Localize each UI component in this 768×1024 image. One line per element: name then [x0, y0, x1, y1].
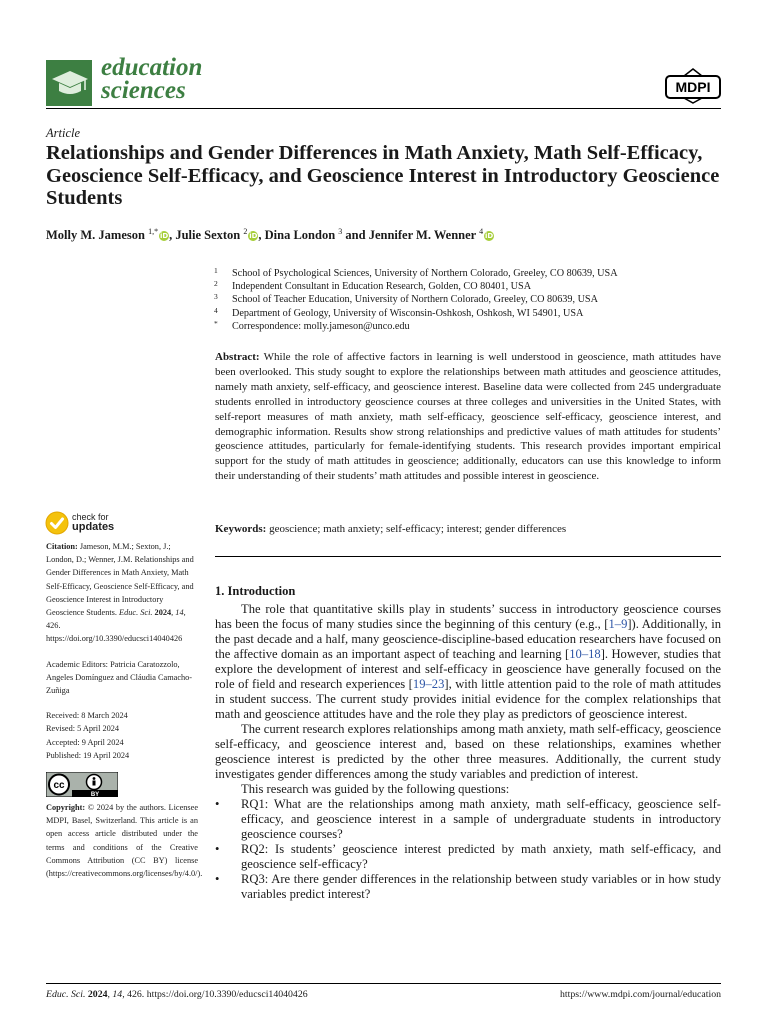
affiliation-mark: 1 — [214, 266, 218, 275]
introduction-body — [215, 602, 721, 902]
section-rule — [215, 556, 721, 557]
paragraph-text: ]. However, studies that explore the development of interest and self-efficacy in geoscience have generally focused on the role of field and research experiences [ — [215, 647, 721, 691]
journal-name-line1: education — [101, 54, 203, 81]
affiliation-text: School of Psychological Sciences, University of Northern Colorado, Greeley, CO 80639, USA — [232, 268, 618, 279]
editors-text: Patricia Caratozzolo, Angeles Domínguez and Cláudia Camacho-Zuñiga — [46, 659, 193, 696]
orcid-icon[interactable]: iD — [485, 232, 494, 241]
svg-text:cc: cc — [53, 780, 65, 792]
affiliation-item — [214, 267, 618, 280]
citation-year: 2024 — [154, 608, 172, 618]
article-info-sidebar — [46, 540, 203, 880]
author-affiliation-mark: 1,* — [148, 227, 159, 236]
journal-name-line2: sciences — [101, 77, 186, 104]
citation-volume: 14 — [175, 608, 184, 618]
abstract-text: While the role of affective factors in learning is well understood in geoscience, math attitudes have been overlooked. This study sought to explore the relationships between math attitudes and geoscience attitudes, namely math anxiety, self-efficacy, and geoscience interest. Baseline data were collected from 245 undergraduate students enrolled in introductory geoscience courses at three colleges and universities in the United States, with self-report measures of math anxiety, math self-efficacy, geoscience self-efficacy, geoscience interest, and demographic information. Results show strong relationships and predictive values of math attitudes for students’ geoscience attitudes, particularly for female-identifying students. This research provides important empirical support for the study of math attitudes in geoscience; additionally, educators can use this knowledge to inform their understanding of their students’ math attitudes and possible interest in geoscience. — [215, 351, 721, 483]
author-affiliation-mark: 4 — [479, 227, 484, 236]
abstract — [215, 350, 721, 484]
affiliation-mark: 4 — [214, 305, 218, 315]
paragraph-text: The role that quantitative skills play in students’ success in introductory geoscience courses has been the focus of many studies since the beginning of this century (e.g., [ — [215, 602, 721, 631]
date-received: Received: 8 March 2024 — [46, 711, 128, 721]
citation-text: Jameson, M.M.; Sexton, J.; London, D.; Wenner, J.M. Relationships and Gender Differences in Math Anxiety, Math Self-Efficacy, Geoscience Self-Efficacy, and Geoscience Interest in Introductory Geoscience Students. — [46, 542, 194, 618]
check-updates-icon — [45, 511, 69, 535]
graduation-cap-logo-icon — [46, 60, 92, 106]
header-rule — [46, 108, 721, 109]
research-question-item: • RQ2: Is students’ geoscience interest predicted by math anxiety, math self-efficacy, and geoscience self-efficacy? — [215, 842, 721, 872]
check-updates-label — [72, 512, 114, 532]
abstract-label: Abstract: — [215, 351, 260, 363]
author-name: Dina London — [264, 228, 336, 243]
keywords-label: Keywords: — [215, 523, 267, 535]
affiliations-list — [214, 267, 618, 333]
research-question-item: • RQ3: Are there gender differences in the relationship between study variables or in how study variables predict interest? — [215, 872, 721, 902]
citation-link[interactable]: 1–9 — [608, 617, 628, 631]
section-heading-introduction: 1. Introduction — [215, 584, 296, 598]
editors-label: Academic Editors: — [46, 659, 108, 669]
copyright-notice — [46, 801, 203, 880]
affiliation-item — [214, 293, 618, 306]
footer-volume: 14 — [112, 989, 123, 1000]
affiliation-item — [214, 320, 618, 333]
citation-block: Citation: Jameson, M.M.; Sexton, J.; London, D.; Wenner, J.M. Relationships and Gender Differences in Math Anxiety, Math Self-Efficacy, Geoscience Self-Efficacy, and Geoscience Interest in Introductory Geoscience Students. Educ. Sci. 2024, 14, 426. https://doi.org/10.3390/educsci14040426 — [46, 542, 194, 644]
orcid-icon[interactable]: iD — [159, 232, 169, 241]
affiliation-item — [214, 307, 618, 320]
author-separator: and — [342, 228, 369, 243]
affiliation-text: School of Teacher Education, University of Northern Colorado, Greeley, CO 80639, USA — [232, 294, 598, 306]
copyright-text: © 2024 by the authors. Licensee MDPI, Basel, Switzerland. This article is an open access article distributed under the terms and conditions of the Creative Commons Attribution (CC BY) license (https://creativecommons.org/licenses/by/4.0/). — [46, 803, 203, 879]
author-name: Jennifer M. Wenner — [368, 228, 476, 243]
copyright-label: Copyright: — [46, 803, 86, 813]
journal-name — [101, 56, 202, 102]
intro-paragraph-3: This research was guided by the following questions: — [241, 782, 510, 796]
orcid-icon[interactable]: iD — [249, 232, 258, 241]
footer-rule — [46, 983, 721, 984]
article-title: Relationships and Gender Differences in Math Anxiety, Math Self-Efficacy, Geoscience Self-Efficacy, and Geoscience Interest in Introductory Geoscience Students — [46, 142, 720, 209]
footer-journal: Educ. Sci. — [46, 989, 86, 1000]
footer-year: 2024 — [87, 989, 108, 1000]
paragraph-text: ], with little attention paid to the role of math attitudes in student success. The current study provides initial evidence for the complex relationships that math and geoscience attitudes have and the role they play as predictors of geoscience interest. — [215, 677, 722, 721]
research-question-item: • RQ1: What are the relationships among math anxiety, math self-efficacy, geoscience self-efficacy, and geoscience interest in a sample of undergraduate students in introductory geoscience courses? — [215, 797, 721, 842]
research-questions-list — [215, 797, 721, 902]
footer-citation: Educ. Sci. 2024, 14, 426. https://doi.org/10.3390/educsci14040426 — [46, 989, 308, 1000]
check-updates-line2: updates — [72, 521, 115, 533]
author-affiliation-mark: 3 — [338, 227, 343, 236]
keywords-text: geoscience; math anxiety; self-efficacy; interest; gender differences — [269, 523, 567, 535]
paragraph-text: ]). Additionally, in the past decade and a half, many geoscience-discipline-based education researchers have focused on the affective domain as an important aspect of teaching and learning [ — [215, 617, 721, 661]
affiliation-mark: * — [214, 318, 218, 328]
check-for-updates-badge[interactable] — [45, 510, 145, 538]
citation-label: Citation: — [46, 542, 78, 551]
intro-paragraph-1 — [215, 602, 721, 722]
author-separator: , — [258, 228, 265, 243]
affiliation-mark: 3 — [214, 292, 218, 302]
date-revised: Revised: 5 April 2024 — [46, 724, 120, 734]
check-updates-line1: check for — [72, 512, 109, 522]
affiliation-text: Department of Geology, University of Wisconsin-Oshkosh, Oshkosh, WI 54901, USA — [232, 307, 584, 319]
citation-link[interactable]: 10–18 — [569, 647, 601, 661]
keywords — [215, 523, 721, 535]
author-list — [46, 227, 494, 243]
author-separator: , — [169, 228, 176, 243]
mdpi-logo-icon — [664, 68, 722, 104]
citation-journal: Educ. Sci. — [119, 608, 153, 618]
footer-doi: , 426. https://doi.org/10.3390/educsci14040426 — [122, 989, 308, 1000]
affiliation-text: Correspondence: molly.jameson@unco.edu — [232, 320, 410, 332]
date-accepted: Accepted: 9 April 2024 — [46, 737, 124, 747]
affiliation-mark: 2 — [214, 279, 218, 289]
author-affiliation-mark: 2 — [243, 227, 248, 236]
footer-journal-url[interactable]: https://www.mdpi.com/journal/education — [560, 989, 721, 1000]
intro-paragraph-2: The current research explores relationships among math anxiety, math self-efficacy, geoscience self-efficacy, and geoscience interest and, based on these relationships, examines whether geoscience interest is predicted by the other three measures. Additionally, the current study investigates gender differences among the study variables and prediction of interest. — [215, 722, 721, 781]
author-name: Molly M. Jameson — [46, 228, 145, 243]
affiliation-item — [214, 280, 618, 293]
cc-by-label: BY — [90, 792, 100, 798]
article-type: Article — [46, 126, 81, 140]
affiliation-text: Independent Consultant in Education Research, Golden, CO 80401, USA — [232, 281, 532, 293]
author-name: Julie Sexton — [175, 228, 241, 243]
academic-editors — [46, 658, 198, 698]
creative-commons-by-icon[interactable] — [46, 772, 118, 797]
citation-link[interactable]: 19–23 — [412, 677, 445, 691]
citation-doi: , 426. https://doi.org/10.3390/educsci14040426 — [46, 608, 186, 644]
date-published: Published: 19 April 2024 — [46, 750, 130, 760]
mdpi-logo-text: MDPI — [675, 79, 711, 95]
